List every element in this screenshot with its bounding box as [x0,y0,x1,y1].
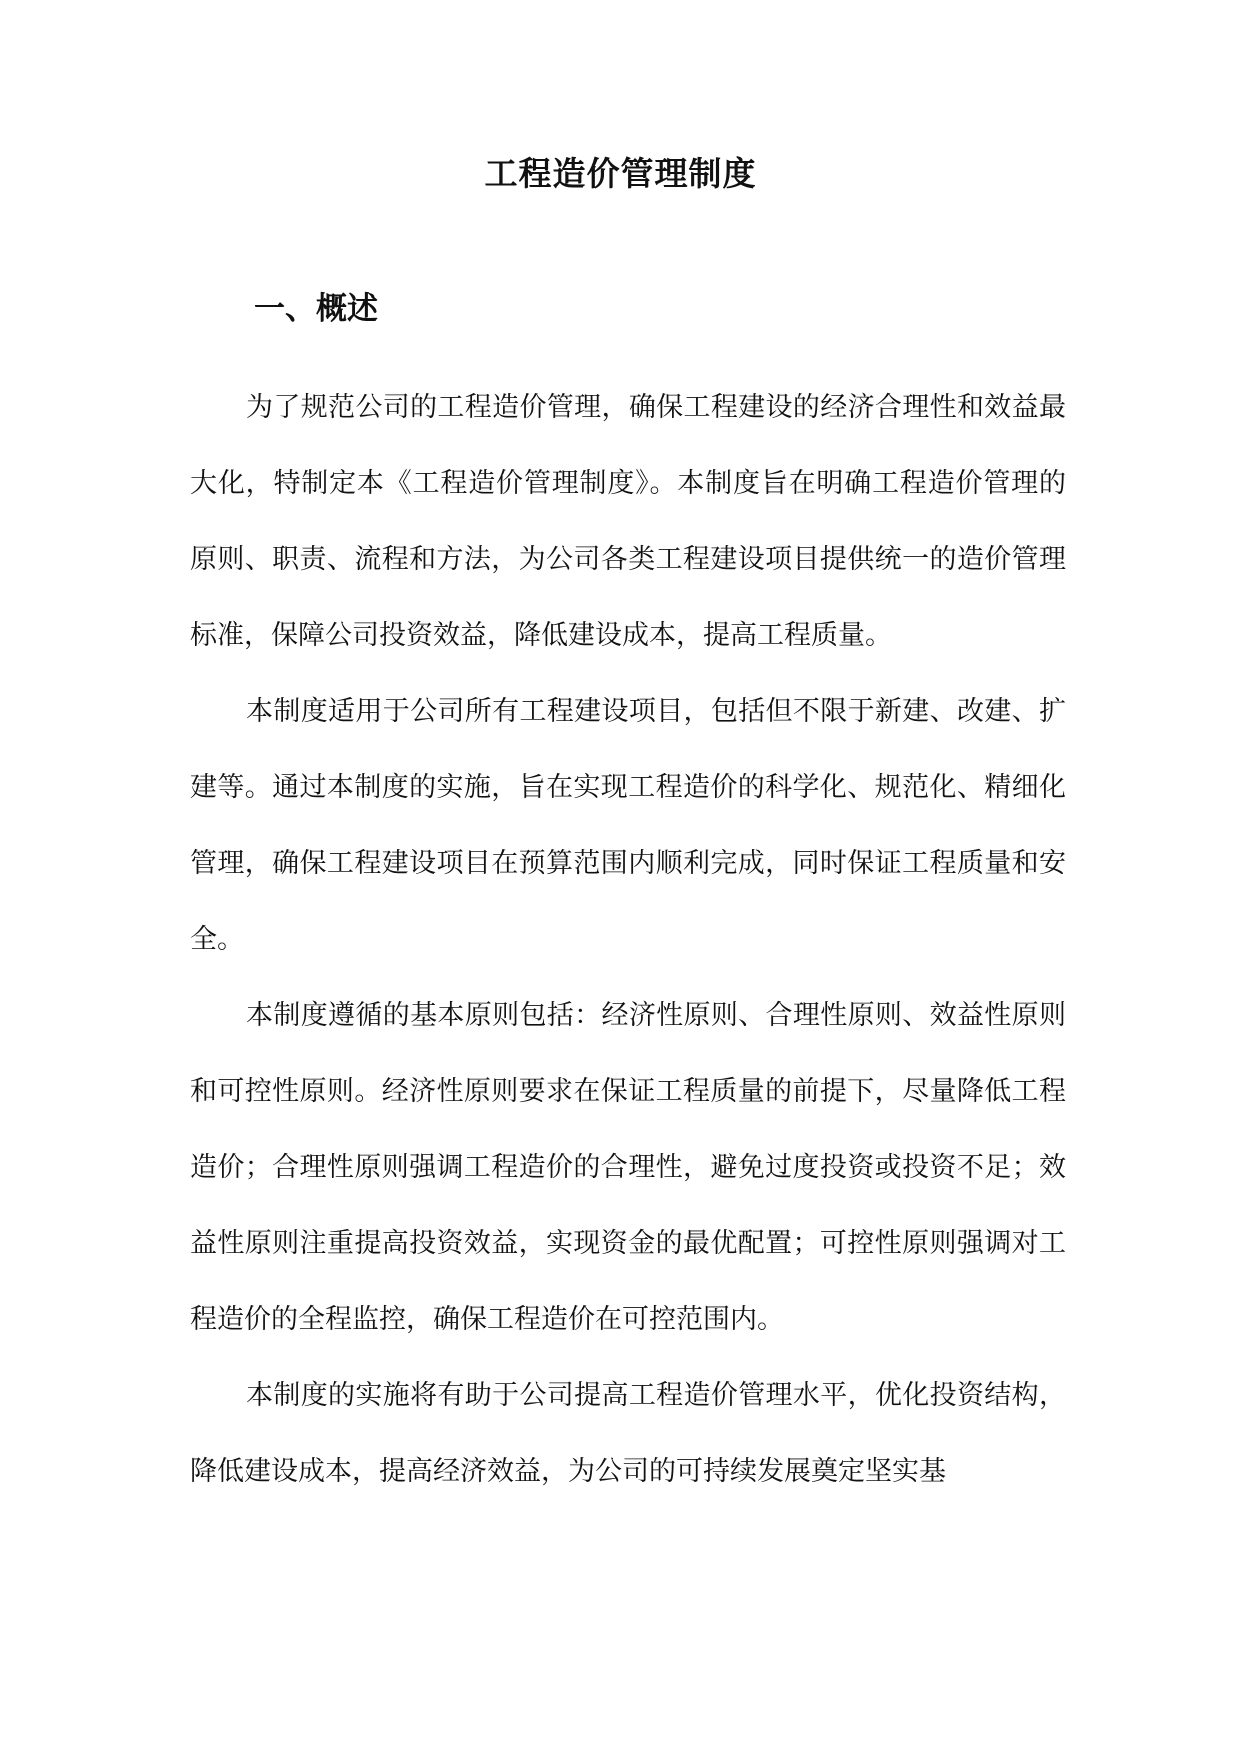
paragraph-scope: 本制度适用于公司所有工程建设项目，包括但不限于新建、改建、扩建等。通过本制度的实施，旨在实现工程造价的科学化、规范化、精细化管理，确保工程建设项目在预算范围内顺利完成，同时保证工程质量和安全。 [190,696,1066,955]
document-body [190,370,1066,1510]
paragraph-principles: 本制度遵循的基本原则包括：经济性原则、合理性原则、效益性原则和可控性原则。经济性原则要求在保证工程质量的前提下，尽量降低工程造价；合理性原则强调工程造价的合理性，避免过度投资或投资不足；效益性原则注重提高投资效益，实现资金的最优配置；可控性原则强调对工程造价的全程监控，确保工程造价在可控范围内。 [190,1000,1066,1335]
section-heading-overview: 一、概述 [254,291,378,327]
paragraph-significance: 本制度的实施将有助于公司提高工程造价管理水平，优化投资结构，降低建设成本，提高经济效益，为公司的可持续发展奠定坚实基 [190,1380,1066,1487]
document-title: 工程造价管理制度 [484,154,757,193]
paragraph-purpose: 为了规范公司的工程造价管理，确保工程建设的经济合理性和效益最大化，特制定本《工程造价管理制度》。本制度旨在明确工程造价管理的原则、职责、流程和方法，为公司各类工程建设项目提供统一的造价管理标准，保障公司投资效益，降低建设成本，提高工程质量。 [190,392,1066,651]
